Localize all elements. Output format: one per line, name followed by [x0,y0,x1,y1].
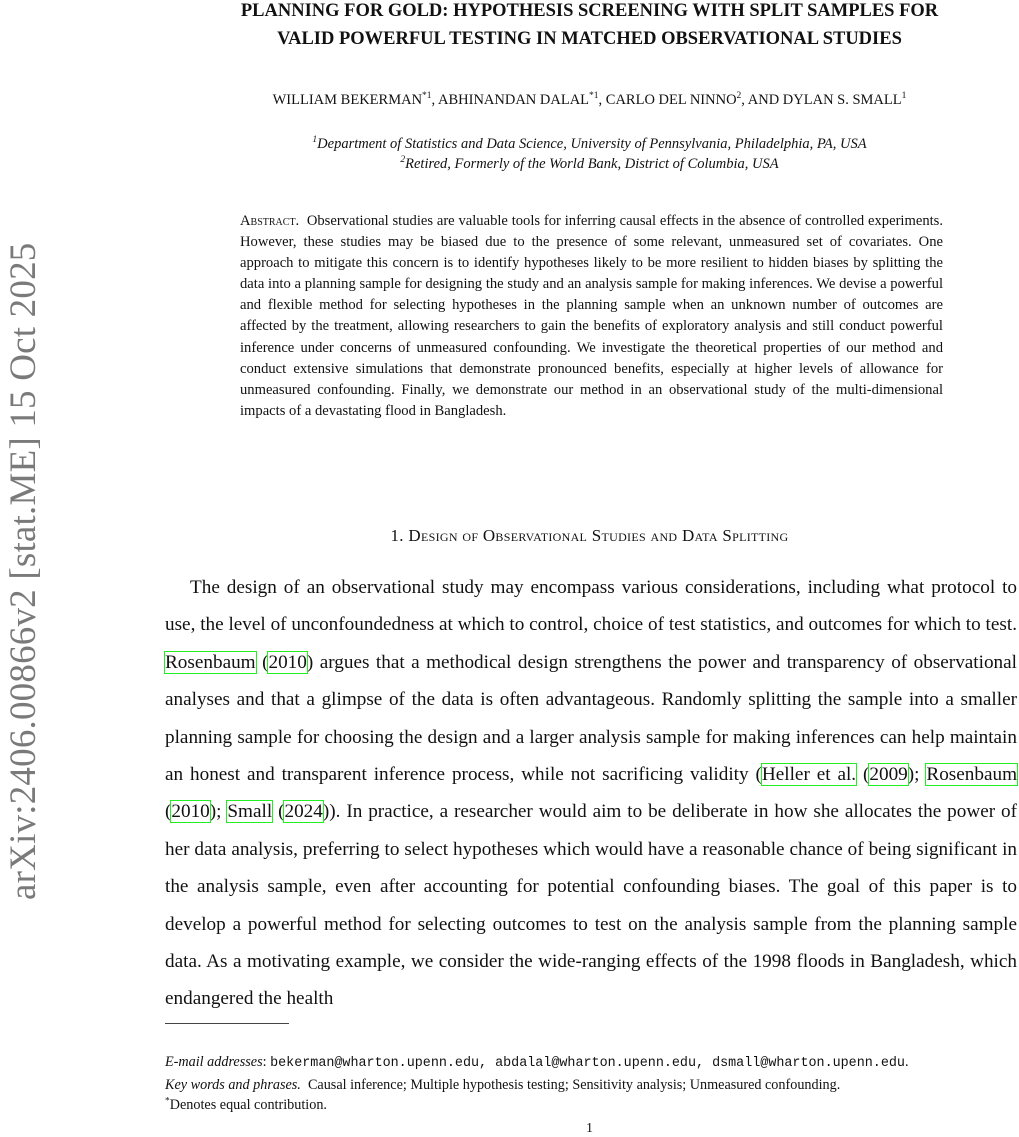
email-label: E-mail addresses [165,1054,263,1070]
footnote-marker: * [165,1096,170,1107]
author-separator: , [598,92,606,108]
author-affiliation-marker: 1 [901,91,907,102]
keywords-label: Key words and phrases. [165,1076,301,1093]
section-heading: 1. Design of Observational Studies and Data Splitting [390,526,789,545]
author-name: DYLAN S. SMALL [782,92,902,108]
affiliation-text: Department of Statistics and Data Science, University of Pennsylvania, Philadelphia, PA, USA [317,136,867,152]
affiliation-marker: 1 [312,135,318,146]
citation-link[interactable]: Small [227,801,273,823]
citation-link[interactable]: Rosenbaum [926,764,1017,786]
body-text: ) argues that a methodical design strengthens the power and transparency of observational analyses and that a glimpse of the data is often advantageous. Randomly splitting the sample into a smaller planning sample for choosing the design and a larger analysis sample for making inferences can help maintain an honest and transparent inference process, while not sacrificing validity ( [165,651,1018,786]
affiliations [160,134,1019,174]
affiliation-marker: 2 [400,155,406,166]
body-text: The design of an observational study may encompass various considerations, including what protocol to use, the level of unconfoundedness at which to control, choice of test statistics, and outcomes for which to test. [165,577,1017,636]
body-text: ( [165,801,172,823]
title-line-1: PLANNING FOR GOLD: HYPOTHESIS SCREENING WITH SPLIT SAMPLES FOR [240,1,939,21]
citation-link[interactable]: 2010 [268,651,307,673]
body-text: )). In practice, a researcher would aim to be deliberate in how she allocates the power of her data analysis, preferring to select hypotheses which would have a reasonable chance of being significant in the analysis sample, even after accounting for potential confounding biases. The goal of this paper is to develop a powerful method for selecting outcomes to test on the analysis sample from the planning sample data. As a motivating example, we consider the wide-ranging effects of the 1998 floods in Bangladesh, which endangered the health [165,801,1018,1010]
citation-link[interactable]: 2010 [171,801,210,823]
footnote-text: Denotes equal contribution. [169,1097,327,1114]
body-text: ( [856,764,870,786]
citation-link[interactable]: Heller et al. [761,764,857,786]
arxiv-identifier-stamp: arXiv:2406.00866v2 [stat.ME] 15 Oct 2025 [3,242,44,900]
citation-link[interactable]: 2009 [869,764,908,786]
body-text: ); [209,801,228,823]
body-text: ( [255,651,269,673]
equal-contribution-footnote [165,1095,1017,1116]
author-name: WILLIAM BEKERMAN [272,92,423,108]
author-name: CARLO DEL NINNO [605,92,737,108]
keywords-footnote [165,1075,1017,1096]
abstract-text: Observational studies are valuable tools for inferring causal effects in the absence of controlled experiments. However, these studies may be biased due to the presence of some relevant, unmeasured set of covariates. One approach to mitigate this concern is to identify hypotheses likely to be more resilient to hidden biases by splitting the data into a planning sample for designing the study and an analysis sample for making inferences. We devise a powerful and flexible method for selecting hypotheses in the planning sample when an unknown number of outcomes are affected by the treatment, allowing researchers to gain the benefits of exploratory analysis and still conduct powerful inference under concerns of unmeasured confounding. We investigate the theoretical properties of our method and conduct extensive simulations that demonstrate pronounced benefits, especially at higher levels of allowance for unmeasured confounding. Finally, we demonstrate our method in an observational study of the multi-dimensional impacts of a devastating flood in Bangladesh. [240,213,943,419]
email-addresses[interactable]: bekerman@wharton.upenn.edu, abdalal@wharton.upenn.edu, dsmall@wharton.upenn.edu [270,1056,905,1071]
abstract-label: Abstract. [240,213,300,229]
citation-link[interactable]: 2024 [284,801,323,823]
footnote-rule [165,1023,289,1024]
footnotes [165,1052,1017,1116]
paper-title [160,0,1019,53]
author-name: ABHINANDAN DALAL [438,92,590,108]
author-affiliation-marker: *1 [589,91,599,102]
affiliation-text: Retired, Formerly of the World Bank, District of Columbia, USA [405,156,779,172]
abstract [240,211,943,422]
page-number: 1 [586,1121,593,1136]
keywords-text: Causal inference; Multiple hypothesis testing; Sensitivity analysis; Unmeasured confounding. [307,1076,841,1093]
affiliation-1 [160,134,1019,154]
author-separator: , AND [741,92,783,108]
author-affiliation-marker: 2 [736,91,742,102]
body-paragraph [165,569,1017,1018]
title-line-2: VALID POWERFUL TESTING IN MATCHED OBSERVATIONAL STUDIES [277,29,902,49]
body-text: ); [907,764,927,786]
author-separator: , [431,92,438,108]
citation-link[interactable]: Rosenbaum [165,651,256,673]
author-affiliation-marker: *1 [422,91,432,102]
author-list [160,92,1019,109]
body-text: ( [272,801,285,823]
affiliation-2 [160,154,1019,174]
email-footnote: E-mail addresses: bekerman@wharton.upenn.edu, abdalal@wharton.upenn.edu, dsmall@wharton.upenn.edu. [165,1054,909,1071]
